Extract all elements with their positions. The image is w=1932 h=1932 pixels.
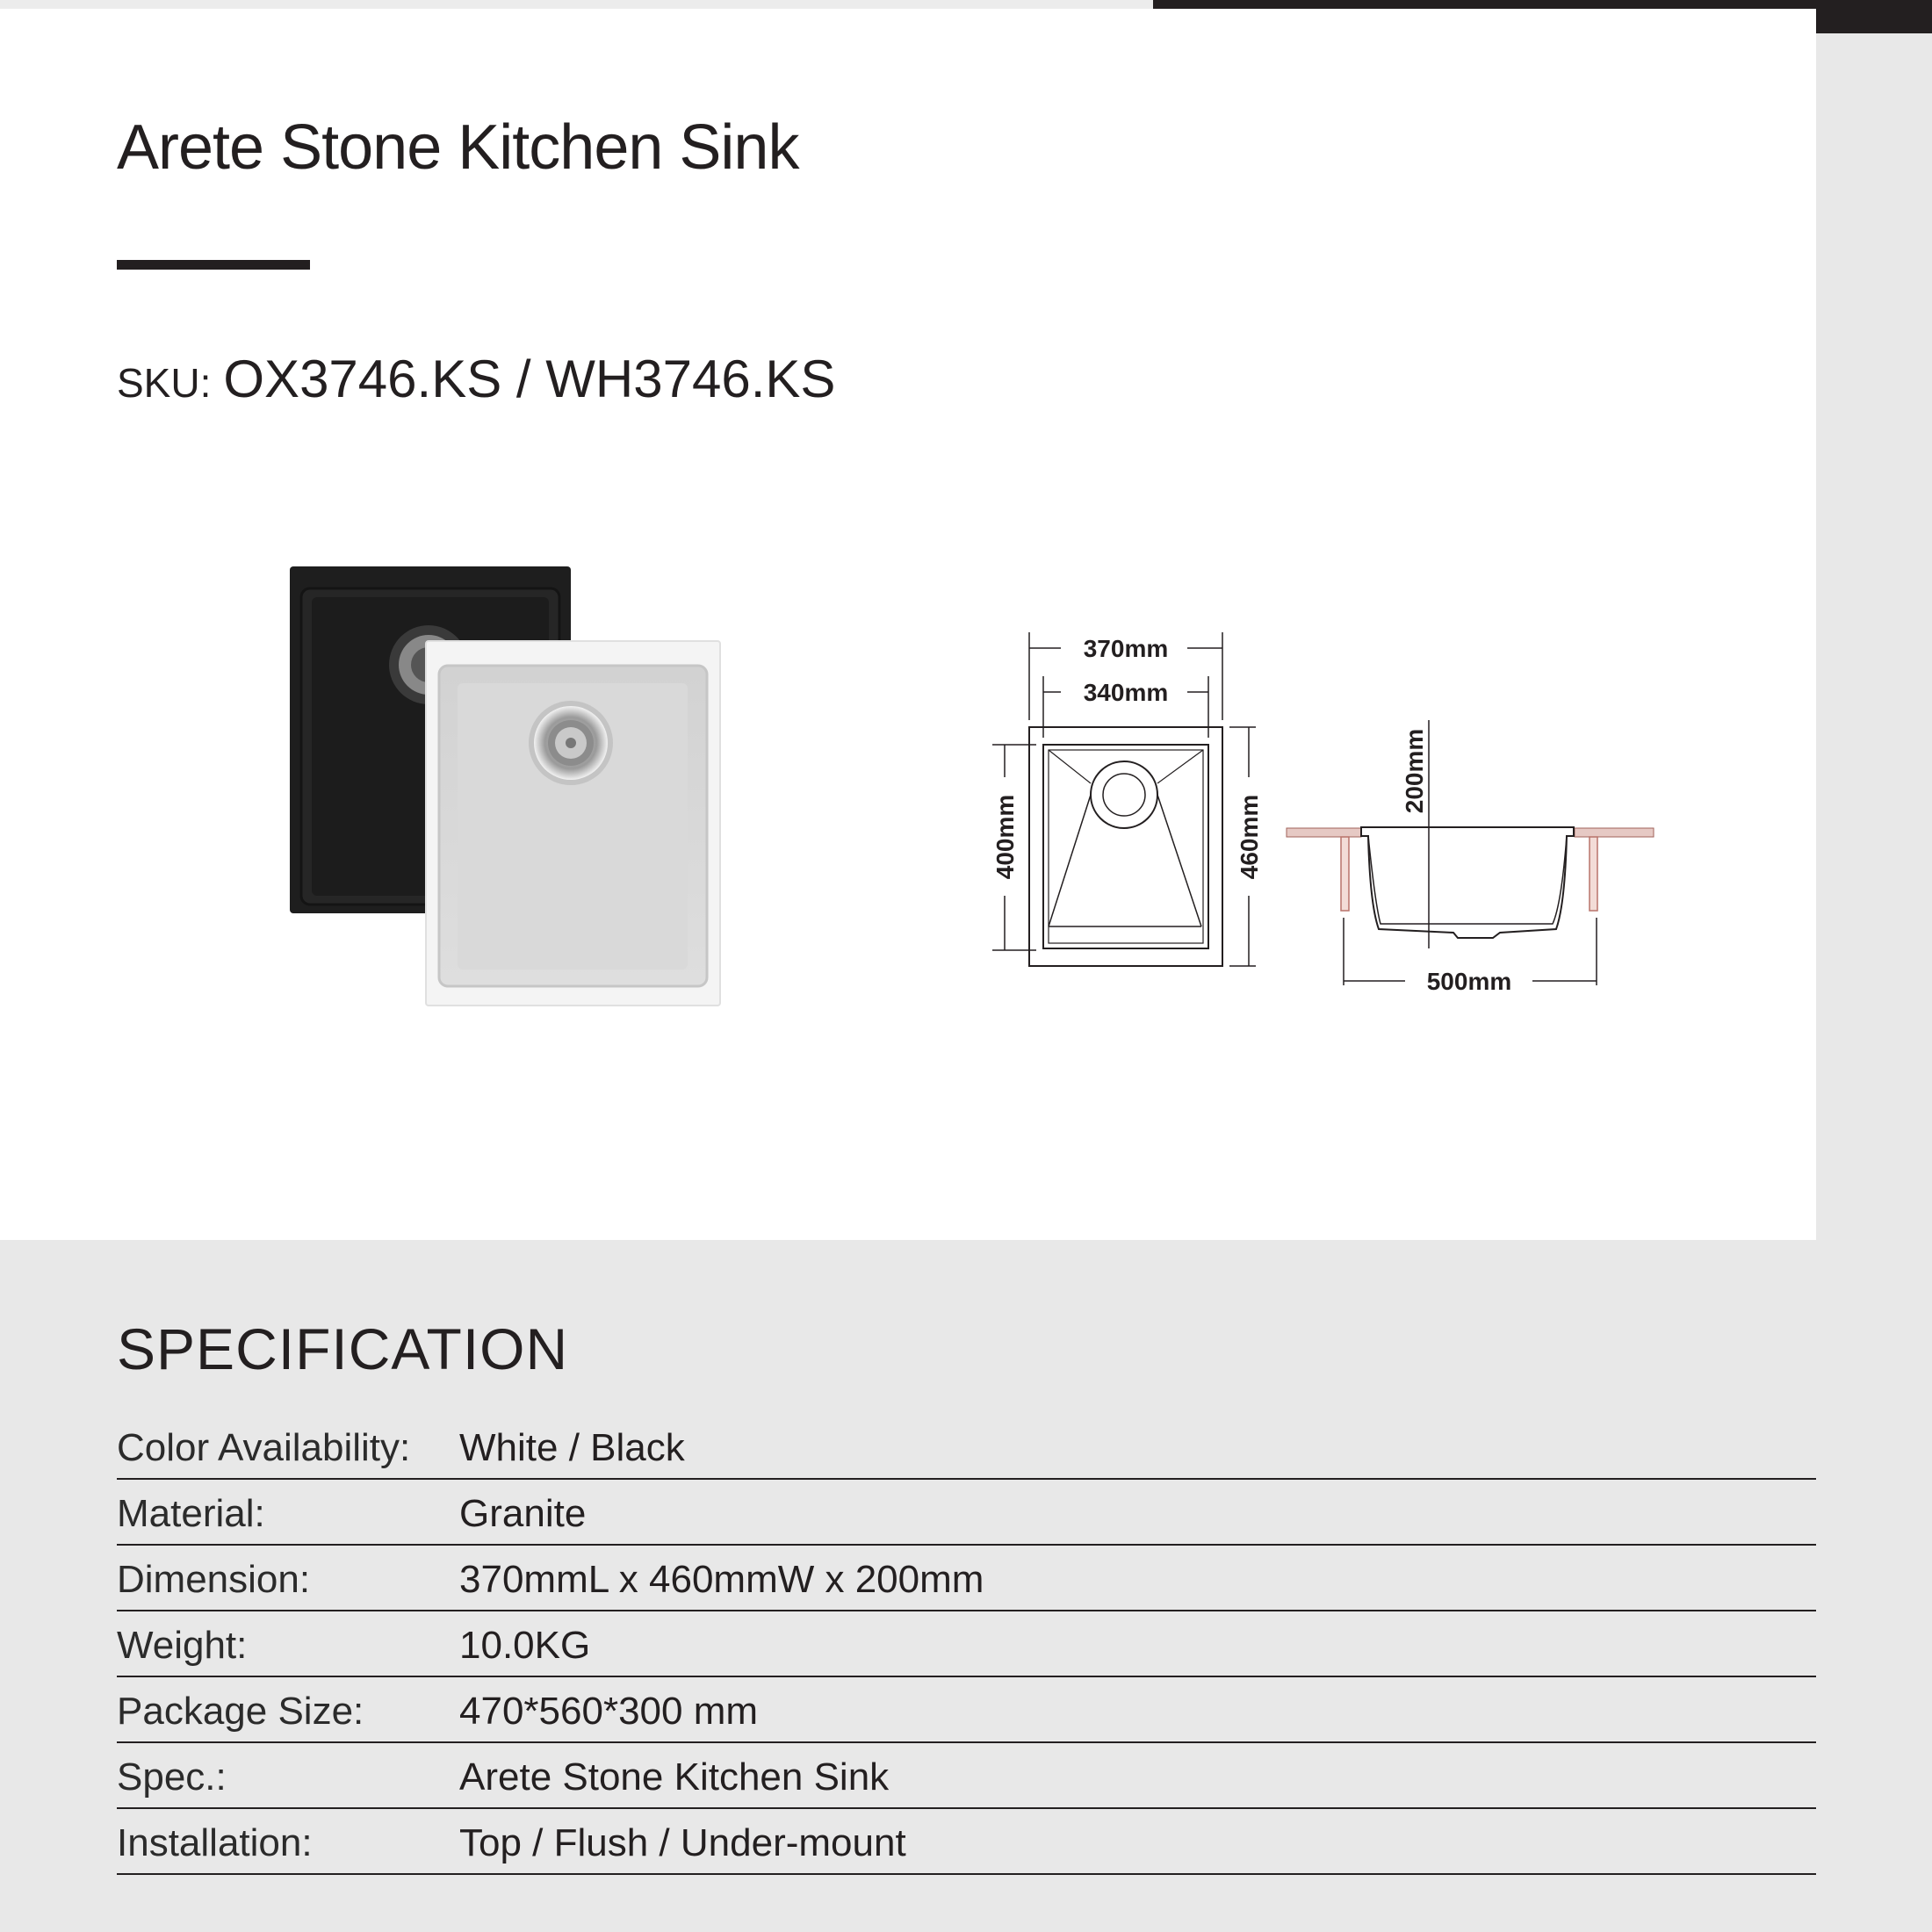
- spec-row-spec: [117, 1743, 1816, 1809]
- spec-row-color: [117, 1414, 1816, 1480]
- white-sink: [426, 641, 720, 1006]
- sku-value: OX3746.KS / WH3746.KS: [223, 350, 836, 408]
- spec-label: Package Size:: [117, 1690, 364, 1733]
- spec-value: 10.0KG: [459, 1624, 591, 1667]
- spec-label: Material:: [117, 1492, 265, 1535]
- spec-label: Weight:: [117, 1624, 248, 1667]
- spec-row-installation: [117, 1809, 1816, 1875]
- spec-value: Top / Flush / Under-mount: [459, 1821, 906, 1864]
- sku-label: SKU:: [117, 360, 212, 406]
- dim-200-label: 200mm: [1401, 728, 1428, 814]
- spec-label: Spec.:: [117, 1755, 227, 1799]
- dim-460-label: 460mm: [1236, 794, 1263, 880]
- specification-heading: SPECIFICATION: [117, 1316, 569, 1381]
- spec-label: Dimension:: [117, 1558, 311, 1601]
- spec-value: Arete Stone Kitchen Sink: [459, 1755, 890, 1799]
- sku-line: [117, 350, 836, 408]
- spec-value: White / Black: [459, 1426, 685, 1469]
- spec-row-dimension: [117, 1546, 1816, 1611]
- dim-400-label: 400mm: [991, 794, 1019, 880]
- spec-value: 470*560*300 mm: [459, 1690, 759, 1733]
- title-underline: [117, 260, 310, 270]
- spec-value: Granite: [459, 1492, 587, 1535]
- dim-370-label: 370mm: [1083, 635, 1169, 662]
- side-section-drawing: [1287, 720, 1654, 985]
- product-title: Arete Stone Kitchen Sink: [117, 112, 799, 183]
- spec-label: Installation:: [117, 1821, 313, 1864]
- spec-row-material: [117, 1480, 1816, 1546]
- spec-row-package-size: [117, 1677, 1816, 1743]
- specification-table: [117, 1414, 1816, 1875]
- dimension-diagram: [966, 615, 1669, 1019]
- spec-label: Color Availability:: [117, 1426, 411, 1469]
- dim-500-label: 500mm: [1426, 968, 1512, 995]
- spec-row-weight: [117, 1611, 1816, 1677]
- dim-340-label: 340mm: [1083, 679, 1169, 706]
- spec-value: 370mmL x 460mmW x 200mm: [459, 1558, 984, 1601]
- product-photo: [285, 562, 724, 1010]
